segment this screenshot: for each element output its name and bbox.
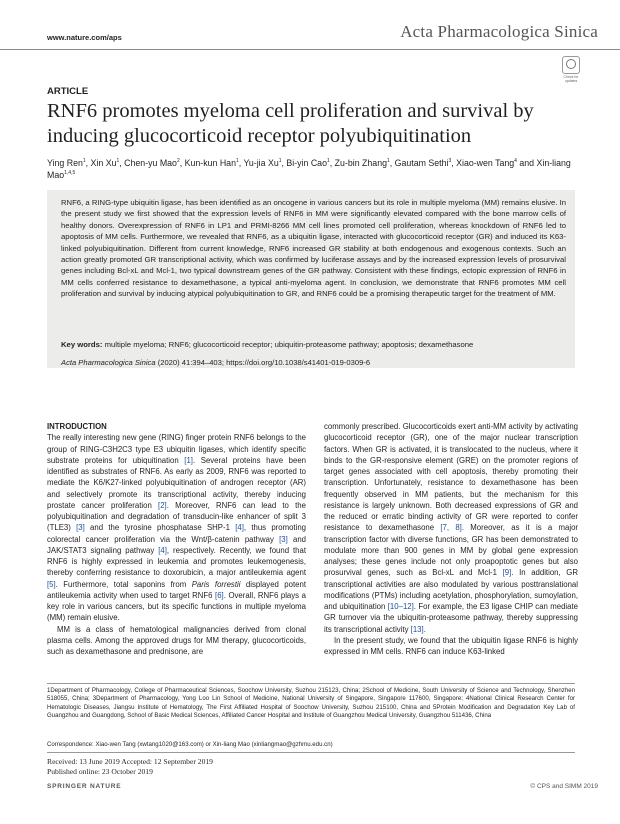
body-column-right [324, 421, 578, 657]
reference-link[interactable]: [3] [279, 534, 288, 544]
published-date: Published online: 23 October 2019 [47, 767, 153, 776]
received-accepted-dates: Received: 13 June 2019 Accepted: 12 September 2019 [47, 757, 213, 766]
intro-paragraph-4: In the present study, we found that the ubiquitin ligase RNF6 is highly expressed in MM cells. RNF6 can induce K63-linked [324, 635, 578, 656]
body-column-left [47, 421, 306, 657]
author-name: Ying Ren [47, 158, 83, 168]
article-dates [47, 757, 213, 777]
reference-link[interactable]: [4] [158, 545, 167, 555]
author-affiliation-marker: 1 [82, 158, 86, 165]
check-for-updates-label[interactable]: Check for updates [563, 75, 579, 83]
affiliations: 1Department of Pharmacology, College of Pharmaceutical Sciences, Soochow University, Suzhou 215123, China; 2School of Medicine, South University of Science and Technology, Shenzhen 518055, China; 3Department of Pharmacology, Yong Loo Lin School of Medicine, National University of Singapore, Singapore 117600, Singapore; 4National Clinical Research Center for Hematologic Diseases, Jiangsu Institute of Hematology, The First Affiliated Hospital of Soochow University, Suzhou 215100, China and 5Protein Modification and Degradation Key Lab of Guangzhou and Guangdong, School of Basic Medical Sciences, Affiliated Cancer Hospital and Institute of Guangzhou Medical University, Guangzhou 511436, China [47, 687, 575, 720]
reference-link[interactable]: [5] [47, 579, 56, 589]
reference-link[interactable]: [2] [158, 500, 167, 510]
author-list: Ying Ren$^1$, Xin Xu$^1$, Chen-yu Mao$^2$, Kun-kun Han$^1$, Yu-jia Xu$^1$, Bi-yin Cao$^1$, Zu-bin Zhang$^1$, Gautam Sethi$^3$, Xiao-wen Tang$^4$ and Xin-liang Mao$^{1,4,5}$ [47, 158, 571, 180]
species-name: Paris forrestii [191, 579, 241, 589]
article-type-label: ARTICLE [47, 86, 89, 97]
check-for-updates-icon[interactable] [562, 56, 580, 74]
affiliation-divider [47, 683, 575, 684]
correspondence-divider [47, 752, 575, 753]
author-affiliation-marker: 1 [116, 158, 120, 165]
citation-doi[interactable]: (2020) 41:394–403; https://doi.org/10.1038/s41401-019-0309-6 [157, 358, 371, 367]
author-name: Kun-kun Han [184, 158, 236, 168]
reference-link[interactable]: [4] [235, 523, 244, 533]
reference-link[interactable]: [7, 8] [440, 523, 462, 533]
author-name: Bi-yin Cao [286, 158, 327, 168]
citation [61, 357, 566, 368]
section-heading-introduction: INTRODUCTION [47, 422, 107, 431]
keywords-list: multiple myeloma; RNF6; glucocorticoid receptor; ubiquitin-proteasome pathway; apoptosis; dexamethasone [104, 340, 474, 349]
copyright: © CPS and SIMM 2019 [530, 783, 598, 790]
author-name: Xin Xu [90, 158, 117, 168]
reference-link[interactable]: [3] [76, 523, 85, 533]
author-affiliation-marker: 1 [235, 158, 239, 165]
author-name: Xiao-wen Tang [456, 158, 515, 168]
abstract-text: RNF6, a RING-type ubiquitin ligase, has been identified as an oncogene in various cancers but its role in multiple myeloma (MM) remains elusive. In the present study we first showed that the expression levels of RNF6 in MM were significantly elevated compared with the bone marrow cells of healthy donors. Overexpression of RNF6 in LP1 and PRMI-8266 MM cell lines promoted cell proliferation, whereas knockdown of RNF6 led to apoptosis of MM cells. Furthermore, we revealed that RNF6, as a ubiquitin ligase, interacted with glucocorticoid receptor (GR) and induced its K63-linked polyubiquitination. Different from current knowledge, RNF6 increased GR stability at both endogenous and exogenous contexts. Such an action greatly promoted GR transcriptional activity, which was confirmed by luciferase assays and by the increased expression levels of prosurvival genes including Bcl-xL and Mcl-1, two typical downstream genes of the GR pathway. Consistent with these findings, ectopic expression of RNF6 in MM cells conferred resistance to dexamethasone, a typical anti-myeloma agent. In conclusion, we demonstrate that RNF6 promotes MM cell proliferation and survival by inducing atypical polyubiquitination to GR, and RNF6 could be a promising therapeutic target for the treatment of MM. [61, 198, 566, 299]
author-affiliation-marker: 1 [386, 158, 390, 165]
author-affiliation-marker: 1,4,5 [64, 170, 76, 177]
reference-link[interactable]: [13] [410, 624, 424, 634]
author-name: Zu-bin Zhang [334, 158, 387, 168]
author-name: Yu-jia Xu [243, 158, 279, 168]
article-title: RNF6 promotes myeloma cell proliferation and survival by inducing glucocorticoid receptor polyubiquitination [47, 100, 534, 147]
reference-link[interactable]: [1] [184, 455, 193, 465]
journal-url[interactable]: www.nature.com/aps [47, 33, 122, 42]
author-affiliation-marker: 1 [326, 158, 330, 165]
correspondence: Correspondence: Xiao-wen Tang (xwtang1020@163.com) or Xin-liang Mao (xinliangmao@gzhmu.edu.cn) [47, 741, 333, 748]
reference-link[interactable]: [10–12] [387, 602, 414, 611]
keywords-label: Key words: [61, 340, 103, 349]
reference-link[interactable]: [6] [215, 590, 224, 600]
reference-link[interactable]: [9] [502, 568, 512, 578]
header-divider [0, 49, 620, 50]
author-affiliation-marker: 4 [514, 158, 517, 165]
author-affiliation-marker: 3 [448, 158, 452, 165]
intro-paragraph-1: The really interesting new gene (RING) finger protein RNF6 belongs to the group of RING-C3H2C3 type E3 ubiquitin ligases, which identify specific substrate proteins for ubiquitination [1]. Several proteins have been identified as substrates of RNF6. As early as 2009, RNF6 was reported to mediate the K6/K27-linked polyubiquitination of androgen receptor (AR) and selectively promote its transcriptional activity, thereby inducing prostate cancer proliferation [2]. Moreover, RNF6 can lead to the polyubiquitination and degradation of transducin-like enhancer of split 3 (TLE3) [3] and the tyrosine phosphatase SHP-1 [4], thus promoting colorectal cancer proliferation via the Wnt/β-catenin pathway [3] and JAK/STAT3 signaling pathway [4], respectively. Recently, we found that RNF6 is highly expressed in leukemia and promotes leukemogenesis, thereby conferring resistance to doxorubicin, a major antileukemia agent [5]. Furthermore, total saponins from Paris forrestii displayed potent antileukemia activity when used to target RNF6 [6]. Overall, RNF6 plays a key role in various cancers, but its specific functions in multiple myeloma (MM) remain elusive. [47, 433, 307, 623]
author-affiliation-marker: 2 [176, 158, 180, 165]
author-name: Xin-liang Mao [47, 158, 571, 180]
author-name: Chen-yu Mao [124, 158, 177, 168]
keywords [61, 339, 566, 350]
author-affiliation-marker: 1 [278, 158, 282, 165]
author-name: Gautam Sethi [394, 158, 449, 168]
journal-name: Acta Pharmacologica Sinica [400, 22, 598, 41]
citation-journal: Acta Pharmacologica Sinica [61, 358, 156, 367]
publisher-logo: SPRINGER NATURE [47, 783, 122, 790]
intro-paragraph-3: commonly prescribed. Glucocorticoids exert anti-MM activity by activating glucocorticoid receptor (GR), one of the major nuclear transcription factors. When GR is activated, it is translocated to the nucleus, where it binds to the GR-responsive element (GRE) on the promoter regions of target genes associated with cell apoptosis, thereby promoting their transcription. Unfortunately, resistance to dexamethasone has been frequently observed in MM patients, but the mechanism for this resistance is largely unknown. Both decreased expressions of GR and the reduced or erratic binding activity of GR were reported to confer resistance to dexamethasone [7, 8]. Moreover, as it is a major transcription factor with diverse functions, GR has been demonstrated to modulate more than 900 genes in MM by global gene expression analyses; these genes include not only proapoptotic genes but also prosurvival genes, such as Bcl-xL and Mcl-1 [9]. In addition, GR transcriptional activities are also modulated by various posttranslational modifications (PTMs) including acetylation, phosphorylation, sumoylation, and ubiquitination [10–12]. For example, the E3 ligase CHIP can mediate GR turnover via the ubiquitin-proteasome pathway, thereby suppressing its transcriptional activity [13]. [324, 422, 579, 634]
intro-paragraph-2: MM is a class of hematological malignancies derived from clonal plasma cells. Among the approved drugs for MM therapy, glucocorticoids, such as dexamethasone and prednisone, are [47, 624, 306, 656]
